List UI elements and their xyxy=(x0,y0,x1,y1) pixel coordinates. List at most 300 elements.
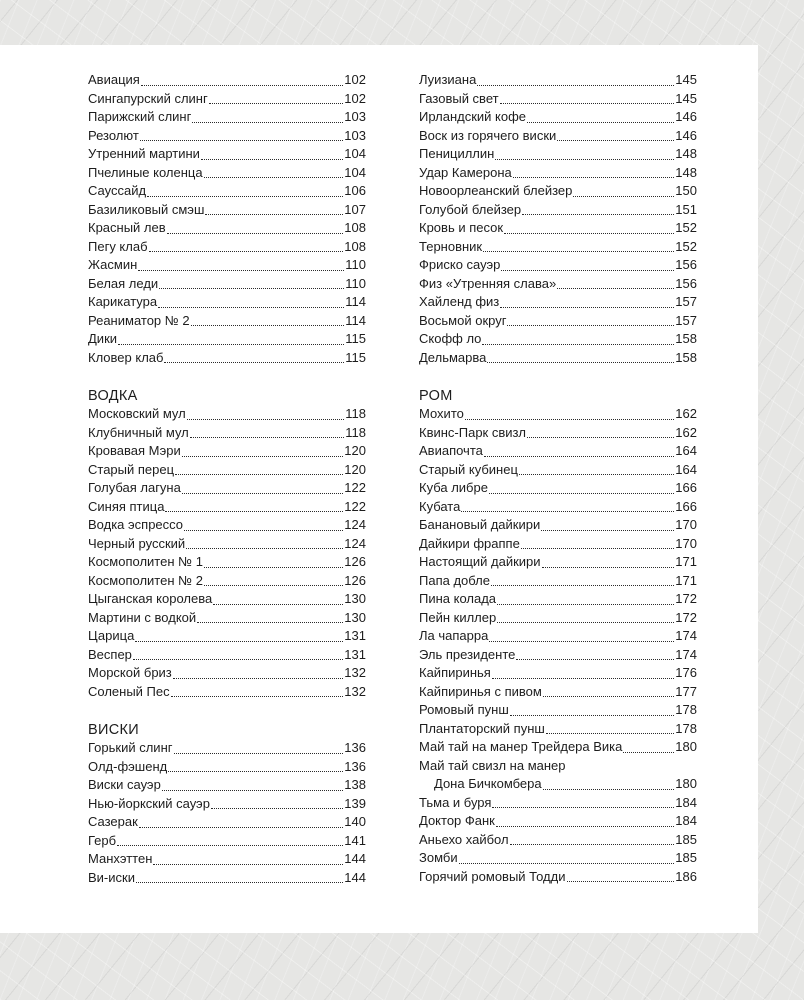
toc-right-column xyxy=(419,71,697,886)
entry-name: Ромовый пунш xyxy=(419,702,509,717)
toc-entry xyxy=(88,535,366,554)
entry-page-number: 131 xyxy=(344,646,366,662)
dot-leader xyxy=(197,622,343,623)
entry-name: Кровь и песок xyxy=(419,220,504,235)
toc-entry xyxy=(88,71,366,90)
entry-name: Хайленд физ xyxy=(419,294,500,309)
toc-entry xyxy=(419,738,697,757)
toc-entry xyxy=(419,71,697,90)
toc-entry xyxy=(419,405,697,424)
entry-name: Нью-йоркский сауэр xyxy=(88,795,210,811)
entry-page-number: 144 xyxy=(344,869,366,885)
toc-entry xyxy=(88,646,366,665)
dot-leader xyxy=(504,233,674,234)
entry-page-number: 140 xyxy=(344,814,366,829)
entry-name: Голубая лагуна xyxy=(88,480,181,495)
toc-entry xyxy=(88,442,366,461)
toc-entry xyxy=(88,108,366,127)
toc-entry xyxy=(419,812,697,831)
entry-page-number: 108 xyxy=(344,238,366,254)
entry-name: Царица xyxy=(88,628,135,643)
dot-leader xyxy=(139,827,343,828)
entry-name: Физ «Утренняя слава» xyxy=(419,275,557,291)
toc-entry xyxy=(88,349,366,368)
toc-entry xyxy=(419,516,697,535)
entry-name: Горячий ромовый Тодди xyxy=(419,868,566,884)
dot-leader xyxy=(507,325,674,326)
dot-leader xyxy=(522,214,674,215)
entry-name: Герб xyxy=(88,832,117,848)
dot-leader xyxy=(459,863,675,864)
entry-name: Красный лев xyxy=(88,220,166,235)
entry-page-number: 174 xyxy=(675,628,697,643)
entry-name: Веспер xyxy=(88,646,132,662)
dot-leader xyxy=(192,122,343,123)
dot-leader xyxy=(516,659,674,660)
toc-entry xyxy=(419,849,697,868)
entry-page-number: 136 xyxy=(344,740,366,755)
section-title: РОМ xyxy=(419,388,453,404)
toc-entry xyxy=(88,609,366,628)
dot-leader xyxy=(205,214,343,215)
dot-leader xyxy=(492,678,674,679)
toc-entry xyxy=(88,850,366,869)
toc-entry xyxy=(419,479,697,498)
entry-page-number: 106 xyxy=(344,183,366,198)
toc-entry xyxy=(88,832,366,851)
entry-page-number: 156 xyxy=(675,257,697,272)
entry-name: Мартини с водкой xyxy=(88,609,197,625)
entry-page-number: 157 xyxy=(675,294,697,309)
toc-entry xyxy=(419,145,697,164)
entry-page-number: 120 xyxy=(344,443,366,458)
dot-leader xyxy=(175,474,343,475)
entry-name: Олд-фэшенд xyxy=(88,758,168,774)
dot-leader xyxy=(213,604,343,605)
toc-entry xyxy=(419,646,697,665)
entry-page-number: 114 xyxy=(345,294,366,309)
toc-entry xyxy=(419,461,697,480)
toc-entry xyxy=(88,330,366,349)
entry-page-number: 186 xyxy=(675,868,697,884)
dot-leader xyxy=(483,251,674,252)
entry-page-number: 132 xyxy=(344,683,366,699)
entry-page-number: 176 xyxy=(675,665,697,680)
toc-entry xyxy=(88,293,366,312)
dot-leader xyxy=(141,85,343,86)
entry-page-number: 120 xyxy=(344,461,366,477)
entry-page-number: 107 xyxy=(344,201,366,217)
dot-leader xyxy=(162,790,344,791)
toc-entry xyxy=(419,664,697,683)
toc-entry xyxy=(419,794,697,813)
toc-entry xyxy=(419,720,697,739)
toc-entry xyxy=(88,256,366,275)
entry-name: Тьма и буря xyxy=(419,794,492,810)
entry-name: Папа добле xyxy=(419,572,490,588)
toc-entry xyxy=(88,405,366,424)
entry-page-number: 122 xyxy=(344,498,366,514)
entry-page-number: 102 xyxy=(344,90,366,106)
entry-name: Старый перец xyxy=(88,461,175,477)
toc-entry xyxy=(88,90,366,109)
dot-leader xyxy=(187,419,345,420)
toc-entry xyxy=(419,868,697,887)
dot-leader xyxy=(211,808,343,809)
entry-page-number: 131 xyxy=(344,628,366,643)
toc-entry xyxy=(88,182,366,201)
dot-leader xyxy=(173,678,344,679)
entry-page-number: 115 xyxy=(345,349,366,365)
entry-name: Май тай на манер Трейдера Вика xyxy=(419,739,623,754)
toc-entry xyxy=(88,127,366,146)
entry-name: Кубата xyxy=(419,498,461,514)
entry-page-number: 178 xyxy=(675,720,697,736)
entry-page-number: 185 xyxy=(675,831,697,847)
entry-page-number: 146 xyxy=(675,109,697,124)
dot-leader xyxy=(482,344,674,345)
entry-page-number: 122 xyxy=(344,480,366,495)
entry-page-number: 126 xyxy=(344,572,366,588)
entry-page-number: 172 xyxy=(675,609,697,625)
dot-leader xyxy=(204,585,343,586)
dot-leader xyxy=(527,437,674,438)
dot-leader xyxy=(209,103,344,104)
dot-leader xyxy=(465,419,674,420)
dot-leader xyxy=(542,567,675,568)
dot-leader xyxy=(158,307,344,308)
toc-entry xyxy=(419,201,697,220)
toc-entry xyxy=(88,145,366,164)
entry-page-number: 110 xyxy=(345,275,366,291)
entry-page-number: 152 xyxy=(675,238,697,254)
entry-page-number: 184 xyxy=(675,813,697,828)
dot-leader xyxy=(491,585,674,586)
entry-page-number: 164 xyxy=(675,461,697,477)
dot-leader xyxy=(543,789,675,790)
book-page xyxy=(0,45,758,933)
entry-name: Пенициллин xyxy=(419,146,495,161)
dot-leader xyxy=(487,362,674,363)
dot-leader xyxy=(461,511,674,512)
entry-name: Восьмой округ xyxy=(419,312,507,328)
toc-entry xyxy=(88,312,366,331)
entry-page-number: 172 xyxy=(675,591,697,606)
dot-leader xyxy=(153,864,343,865)
entry-page-number: 148 xyxy=(675,146,697,161)
entry-page-number: 164 xyxy=(675,443,697,458)
entry-name: Московский мул xyxy=(88,406,186,421)
dot-leader xyxy=(477,85,674,86)
dot-leader xyxy=(623,752,674,753)
entry-name: Банановый дайкири xyxy=(419,517,541,532)
toc-entry xyxy=(419,330,697,349)
toc-entry xyxy=(419,312,697,331)
dot-leader xyxy=(190,437,345,438)
section-title: ВОДКА xyxy=(88,388,138,404)
entry-name: Черный русский xyxy=(88,535,186,551)
dot-leader xyxy=(133,659,343,660)
dot-leader xyxy=(149,251,344,252)
toc-entry xyxy=(88,498,366,517)
toc-entry xyxy=(419,572,697,591)
toc-entry xyxy=(419,108,697,127)
entry-page-number: 162 xyxy=(675,424,697,440)
dot-leader xyxy=(184,530,343,531)
entry-page-number: 139 xyxy=(344,795,366,811)
toc-entry xyxy=(88,219,366,238)
toc-entry xyxy=(419,627,697,646)
entry-name: Парижский слинг xyxy=(88,109,192,124)
entry-page-number: 170 xyxy=(675,517,697,532)
toc-entry xyxy=(419,349,697,368)
toc-entry xyxy=(88,664,366,683)
entry-page-number: 148 xyxy=(675,164,697,180)
entry-page-number: 130 xyxy=(344,591,366,606)
toc-entry xyxy=(88,776,366,795)
entry-name: Утренний мартини xyxy=(88,146,200,161)
dot-leader xyxy=(510,844,675,845)
entry-page-number: 180 xyxy=(675,776,697,791)
dot-leader xyxy=(117,845,343,846)
entry-name: Сазерак xyxy=(88,814,138,829)
toc-entry xyxy=(88,813,366,832)
dot-leader xyxy=(186,548,343,549)
entry-name: Старый кубинец xyxy=(419,461,518,477)
toc-entry xyxy=(419,831,697,850)
dot-leader xyxy=(500,307,674,308)
entry-page-number: 145 xyxy=(675,90,697,106)
dot-leader xyxy=(492,807,674,808)
entry-page-number: 170 xyxy=(675,535,697,551)
dot-leader xyxy=(496,826,674,827)
toc-left-column xyxy=(88,71,366,887)
entry-page-number: 103 xyxy=(344,127,366,143)
entry-name: Терновник xyxy=(419,238,483,254)
toc-entry xyxy=(419,90,697,109)
entry-name: Авиация xyxy=(88,72,140,87)
toc-entry xyxy=(419,553,697,572)
toc-entry xyxy=(88,424,366,443)
entry-page-number: 104 xyxy=(344,164,366,180)
dot-leader xyxy=(165,511,343,512)
entry-name: Авиапочта xyxy=(419,443,483,458)
toc-entry xyxy=(88,553,366,572)
entry-name: Белая леди xyxy=(88,275,159,291)
entry-name: Пегу клаб xyxy=(88,238,148,254)
dot-leader xyxy=(497,622,674,623)
entry-name: Синяя птица xyxy=(88,498,165,514)
toc-entry xyxy=(419,424,697,443)
entry-page-number: 157 xyxy=(675,312,697,328)
dot-leader xyxy=(527,122,674,123)
dot-leader xyxy=(567,881,675,882)
toc-entry xyxy=(88,461,366,480)
entry-name: Клубничный мул xyxy=(88,424,189,440)
entry-page-number: 171 xyxy=(675,572,697,588)
dot-leader xyxy=(147,196,343,197)
entry-page-number: 103 xyxy=(344,109,366,124)
dot-leader xyxy=(182,493,343,494)
toc-entry xyxy=(419,442,697,461)
toc-entry xyxy=(419,127,697,146)
entry-name: Плантаторский пунш xyxy=(419,720,545,736)
entry-name: Пина колада xyxy=(419,591,497,606)
toc-entry xyxy=(88,758,366,777)
entry-name: Эль президенте xyxy=(419,646,516,662)
entry-name: Аньехо хайбол xyxy=(419,831,509,847)
entry-name: Воск из горячего виски xyxy=(419,127,557,143)
dot-leader xyxy=(557,288,674,289)
entry-page-number: 108 xyxy=(344,220,366,235)
entry-name: Зомби xyxy=(419,850,458,865)
dot-leader xyxy=(546,733,674,734)
entry-page-number: 118 xyxy=(345,406,366,421)
dot-leader xyxy=(489,641,674,642)
entry-page-number: 174 xyxy=(675,646,697,662)
entry-name: Настоящий дайкири xyxy=(419,554,541,569)
dot-leader xyxy=(521,548,674,549)
dot-leader xyxy=(497,604,674,605)
dot-leader xyxy=(489,493,674,494)
entry-name: Май тай свизл на манер xyxy=(419,757,566,773)
dot-leader xyxy=(573,196,674,197)
toc-entry xyxy=(419,238,697,257)
toc-entry xyxy=(419,182,697,201)
entry-name: Резолют xyxy=(88,127,139,143)
entry-page-number: 110 xyxy=(345,257,366,272)
toc-entry xyxy=(419,609,697,628)
toc-entry xyxy=(88,516,366,535)
entry-name: Жасмин xyxy=(88,257,138,272)
entry-name: Кайпиринья xyxy=(419,665,491,680)
entry-name: Скофф ло xyxy=(419,331,482,346)
entry-name: Квинс-Парк свизл xyxy=(419,424,526,440)
entry-name: Базиликовый смэш xyxy=(88,201,205,217)
toc-entry xyxy=(419,535,697,554)
dot-leader xyxy=(484,456,674,457)
entry-page-number: 144 xyxy=(344,851,366,866)
entry-name: Фриско сауэр xyxy=(419,257,501,272)
entry-name: Космополитен № 1 xyxy=(88,554,203,569)
entry-name: Соленый Пес xyxy=(88,683,170,699)
entry-page-number: 124 xyxy=(344,535,366,551)
entry-name: Куба либре xyxy=(419,480,488,495)
dot-leader xyxy=(159,288,344,289)
toc-entry xyxy=(419,701,697,720)
entry-page-number: 158 xyxy=(675,349,697,365)
entry-name: Доктор Фанк xyxy=(419,813,495,828)
entry-name: Ла чапарра xyxy=(419,628,489,643)
dot-leader xyxy=(168,771,343,772)
dot-leader xyxy=(174,753,344,754)
toc-entry xyxy=(419,219,697,238)
entry-name: Дона Бичкомбера xyxy=(434,776,542,791)
dot-leader xyxy=(138,270,344,271)
entry-name: Реаниматор № 2 xyxy=(88,312,190,328)
dot-leader xyxy=(182,456,344,457)
toc-entry xyxy=(88,627,366,646)
entry-name: Дики xyxy=(88,331,118,346)
entry-name: Пчелиные коленца xyxy=(88,164,203,180)
entry-page-number: 132 xyxy=(344,665,366,680)
entry-name: Кайпиринья с пивом xyxy=(419,683,542,699)
dot-leader xyxy=(204,177,344,178)
dot-leader xyxy=(557,140,674,141)
toc-entry xyxy=(88,739,366,758)
entry-name: Голубой блейзер xyxy=(419,201,522,217)
dot-leader xyxy=(135,641,343,642)
entry-page-number: 166 xyxy=(675,480,697,495)
toc-entry xyxy=(419,498,697,517)
entry-page-number: 141 xyxy=(344,832,366,848)
entry-page-number: 102 xyxy=(344,72,366,87)
toc-entry xyxy=(88,238,366,257)
dot-leader xyxy=(140,140,343,141)
toc-entry xyxy=(88,683,366,702)
entry-page-number: 156 xyxy=(675,275,697,291)
entry-name: Морской бриз xyxy=(88,665,172,680)
dot-leader xyxy=(136,882,343,883)
entry-page-number: 136 xyxy=(344,758,366,774)
dot-leader xyxy=(495,159,674,160)
entry-name: Кровавая Мэри xyxy=(88,443,181,458)
dot-leader xyxy=(204,567,343,568)
toc-entry xyxy=(419,275,697,294)
toc-entry xyxy=(419,683,697,702)
entry-page-number: 130 xyxy=(344,609,366,625)
dot-leader xyxy=(171,696,344,697)
entry-page-number: 126 xyxy=(344,554,366,569)
toc-entry xyxy=(419,757,697,776)
dot-leader xyxy=(201,159,343,160)
entry-page-number: 150 xyxy=(675,183,697,198)
dot-leader xyxy=(510,715,675,716)
entry-page-number: 185 xyxy=(675,850,697,865)
entry-page-number: 162 xyxy=(675,406,697,421)
entry-name: Горький слинг xyxy=(88,740,173,755)
dot-leader xyxy=(118,344,344,345)
entry-page-number: 124 xyxy=(344,517,366,532)
dot-leader xyxy=(191,325,345,326)
entry-page-number: 152 xyxy=(675,220,697,235)
entry-page-number: 146 xyxy=(675,127,697,143)
dot-leader xyxy=(167,233,344,234)
entry-page-number: 138 xyxy=(344,777,366,792)
entry-page-number: 171 xyxy=(675,554,697,569)
toc-entry xyxy=(419,256,697,275)
toc-entry xyxy=(419,775,697,794)
entry-name: Мохито xyxy=(419,406,464,421)
toc-entry xyxy=(88,869,366,888)
dot-leader xyxy=(501,270,674,271)
entry-page-number: 114 xyxy=(345,312,366,328)
toc-entry xyxy=(419,293,697,312)
dot-leader xyxy=(500,103,675,104)
entry-name: Новоорлеанский блейзер xyxy=(419,183,573,198)
entry-name: Кловер клаб xyxy=(88,349,164,365)
entry-name: Манхэттен xyxy=(88,851,153,866)
entry-page-number: 145 xyxy=(675,72,697,87)
dot-leader xyxy=(541,530,674,531)
entry-page-number: 180 xyxy=(675,739,697,754)
toc-entry xyxy=(88,201,366,220)
entry-name: Виски сауэр xyxy=(88,777,161,792)
entry-name: Цыганская королева xyxy=(88,591,213,606)
entry-name: Газовый свет xyxy=(419,90,499,106)
entry-page-number: 184 xyxy=(675,794,697,810)
entry-name: Пейн киллер xyxy=(419,609,497,625)
